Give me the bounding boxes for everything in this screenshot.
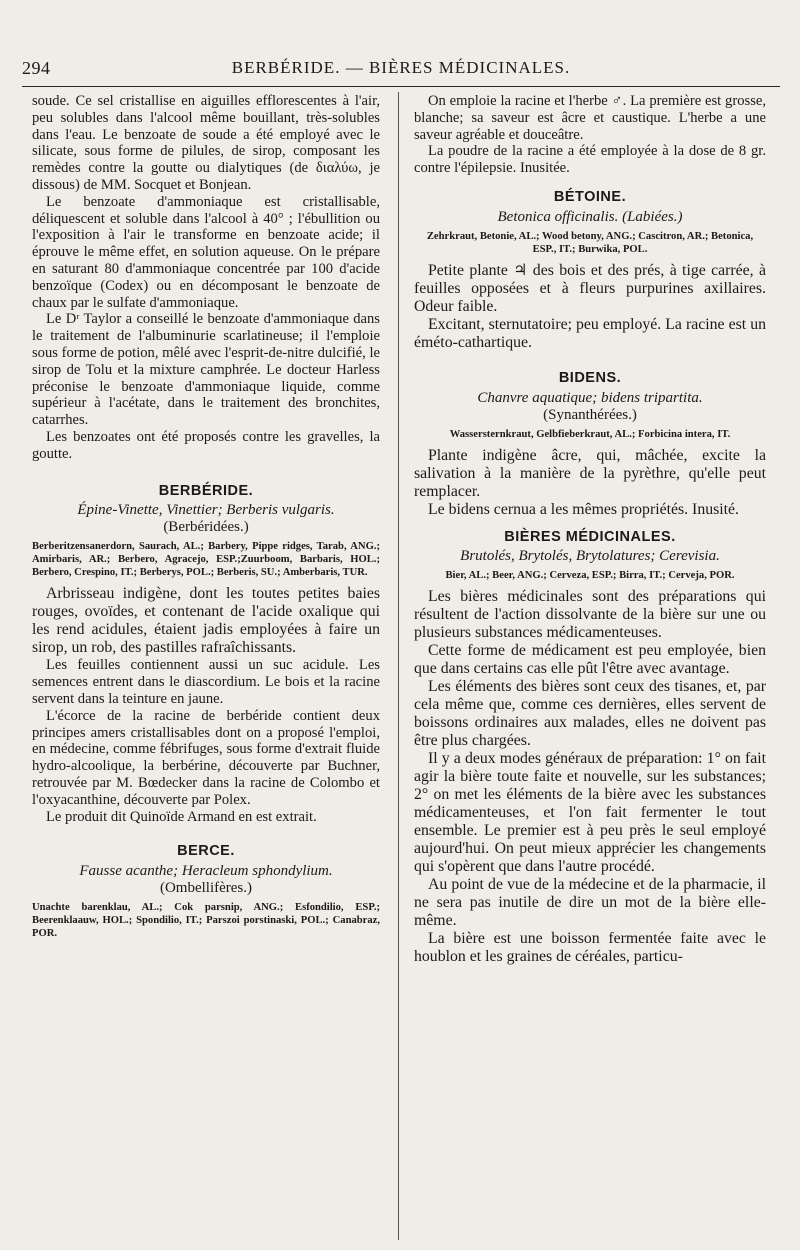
paragraph: Au point de vue de la médecine et de la pharmacie, il ne sera pas inutile de dire un mot de la bière elle-même.	[414, 876, 766, 930]
paragraph: Il y a deux modes généraux de préparation: 1° on fait agir la bière toute faite et nouvelle, sur les substances; 2° on met les éléments de la bière avec les substances médicamenteuses, et l'on fait fermenter le tout ensemble. Le premier est à peu près le seul employé aujourd'hui. On peut mieux apprécier les changements qui s'opèrent que dans l'autre procédé.	[414, 750, 766, 876]
section-heading-berberide: BERBÉRIDE.	[158, 482, 254, 499]
section-heading-betoine: BÉTOINE.	[553, 188, 627, 205]
paragraph: Le bidens cernua a les mêmes propriétés. Inusité.	[428, 500, 740, 518]
header-rule	[22, 86, 780, 87]
family: (Ombellifères.)	[159, 880, 253, 897]
page-number: 294	[22, 58, 51, 78]
synonyms: Betonica officinalis. (Labiées.)	[497, 208, 683, 225]
section-heading-bieres: BIÈRES MÉDICINALES.	[504, 528, 676, 545]
paragraph: On emploie la racine et l'herbe ♂. La première est grosse, blanche; sa saveur est âcre et caustique. L'herbe a une saveur agréable et douceâtre.	[414, 93, 766, 143]
paragraph: L'écorce de la racine de berbéride contient deux principes amers cristallisables dont on a proposé l'emploi, en médecine, comme fébrifuges, sous forme d'extrait fluide hydro-alcoolique, la berbérine, découverte par Buchner, retrouvée par M. Bœdecker dans la racine de Colombo et l'oxyacanthine, découverte par Polex.	[32, 707, 380, 808]
foreign-names: Wassersternkraut, Gelbfieberkraut, AL.; Forbicina intera, IT.	[449, 428, 731, 440]
foreign-names: Bier, AL.; Beer, ANG.; Cerveza, ESP.; Birra, IT.; Cerveja, POR.	[445, 570, 735, 582]
left-column	[32, 93, 380, 946]
page-header	[22, 58, 780, 86]
synonyms: Brutolés, Brytolés, Brytolatures; Cerevisia.	[460, 548, 720, 565]
synonyms: Épine-Vinette, Vinettier; Berberis vulgaris.	[77, 502, 335, 519]
paragraph: Petite plante ♃ des bois et des prés, à tige carrée, à feuilles opposées et à fleurs purpurines axillaires. Odeur faible.	[414, 261, 766, 315]
running-title: BERBÉRIDE. — BIÈRES MÉDICINALES.	[231, 58, 571, 77]
paragraph: Le produit dit Quinoïde Armand en est extrait.	[46, 808, 317, 825]
foreign-names: Berberitzensanerdorn, Saurach, AL.; Barbery, Pippe ridges, Tarab, ANG.; Amirbaris, AR.; Berbero, Agracejo, ESP.;Zuurboom, Barbaris, HOL.; Berbero, Crespino, IT.; Berberys, POL.; Berberis, SU.; Amberbaris, TUR.	[32, 541, 380, 579]
paragraph: Les bières médicinales sont des préparations qui résultent de l'action dissolvante de la bière sur une ou plusieurs substances médicamenteuses.	[414, 588, 766, 642]
foreign-names: Unachte barenklau, AL.; Cok parsnip, ANG.; Esfondilio, ESP.; Beerenklaauw, HOL.; Spondilio, IT.; Parszoi porstinaski, POL.; Canabraz, POR.	[32, 902, 380, 940]
synonyms: Chanvre aquatique; bidens tripartita.	[477, 389, 703, 406]
family: (Berbéridées.)	[163, 519, 249, 536]
synonyms: Fausse acanthe; Heracleum sphondylium.	[79, 863, 333, 880]
paragraph: Le Dʳ Taylor a conseillé le benzoate d'ammoniaque dans le traitement de l'albuminurie scarlatineuse; il l'emploie sous forme de potion, mêlé avec l'esprit-de-nitre dulcifié, le sirop de Tolu et la mixture camphrée. Le docteur Harless préconise le benzoate d'ammoniaque liquide, comme supérieur à l'acétate, dans le traitement des bronchites, catarrhes.	[32, 311, 380, 429]
column-divider	[398, 92, 399, 1240]
paragraph: Les feuilles contiennent aussi un suc acidule. Les semences entrent dans le diascordium. Le bois et la racine servent dans la teinture en jaune.	[32, 657, 380, 707]
paragraph: Excitant, sternutatoire; peu employé. La racine est un éméto-cathartique.	[414, 315, 766, 351]
foreign-names: Zehrkraut, Betonie, AL.; Wood betony, ANG.; Cascitron, AR.; Betonica, ESP., IT.; Burwika, POL.	[426, 230, 754, 255]
paragraph: soude. Ce sel cristallise en aiguilles efflorescentes à l'air, peu solubles dans l'alcool même bouillant, très-solubles dans l'eau. Le benzoate de soude a été employé avec le silicate, sous forme de pilules, de sirop, composant les remèdes contre la goutte ou dialytiques (de διαλύω, je dissous) de MM. Socquet et Bonjean.	[32, 93, 380, 193]
family: (Synanthérées.)	[543, 406, 637, 423]
section-heading-berce: BERCE.	[177, 843, 235, 860]
right-column	[414, 93, 766, 966]
paragraph: Arbrisseau indigène, dont les toutes petites baies rouges, ovoïdes, et contenant de l'acide oxalique qui les rend acidules, étaient jadis employées à faire un sirop, un rob, des pastilles rafraîchissants.	[32, 585, 380, 657]
paragraph: La poudre de la racine a été employée à la dose de 8 gr. contre l'épilepsie. Inusitée.	[414, 143, 766, 177]
paragraph: Cette forme de médicament est peu employée, bien que dans certains cas elle pût l'être avec avantage.	[414, 642, 766, 678]
paragraph: Plante indigène âcre, qui, mâchée, excite la salivation à la manière de la pyrèthre, qu'elle peut remplacer.	[414, 446, 766, 500]
paragraph: Le benzoate d'ammoniaque est cristallisable, déliquescent et soluble dans l'alcool à 40° ; l'ébullition ou l'exposition à l'air le transforme en benzoate acide; il éprouve le même effet, en solution aqueuse. On le prépare en saturant 80 d'ammoniaque concentrée par 100 d'acide benzoïque (Codex) ou en décomposant le benzoate de chaux par le sulfate d'ammoniaque.	[32, 193, 380, 311]
paragraph: Les benzoates ont été proposés contre les gravelles, la goutte.	[32, 428, 380, 462]
paragraph: Les éléments des bières sont ceux des tisanes, et, par cela même que, comme ces dernières, elles servent de boissons ordinaires aux malades, elles ne doivent pas être plus chargées.	[414, 678, 766, 750]
section-heading-bidens: BIDENS.	[558, 369, 622, 386]
paragraph: La bière est une boisson fermentée faite avec le houblon et les graines de céréales, particu-	[414, 930, 766, 966]
